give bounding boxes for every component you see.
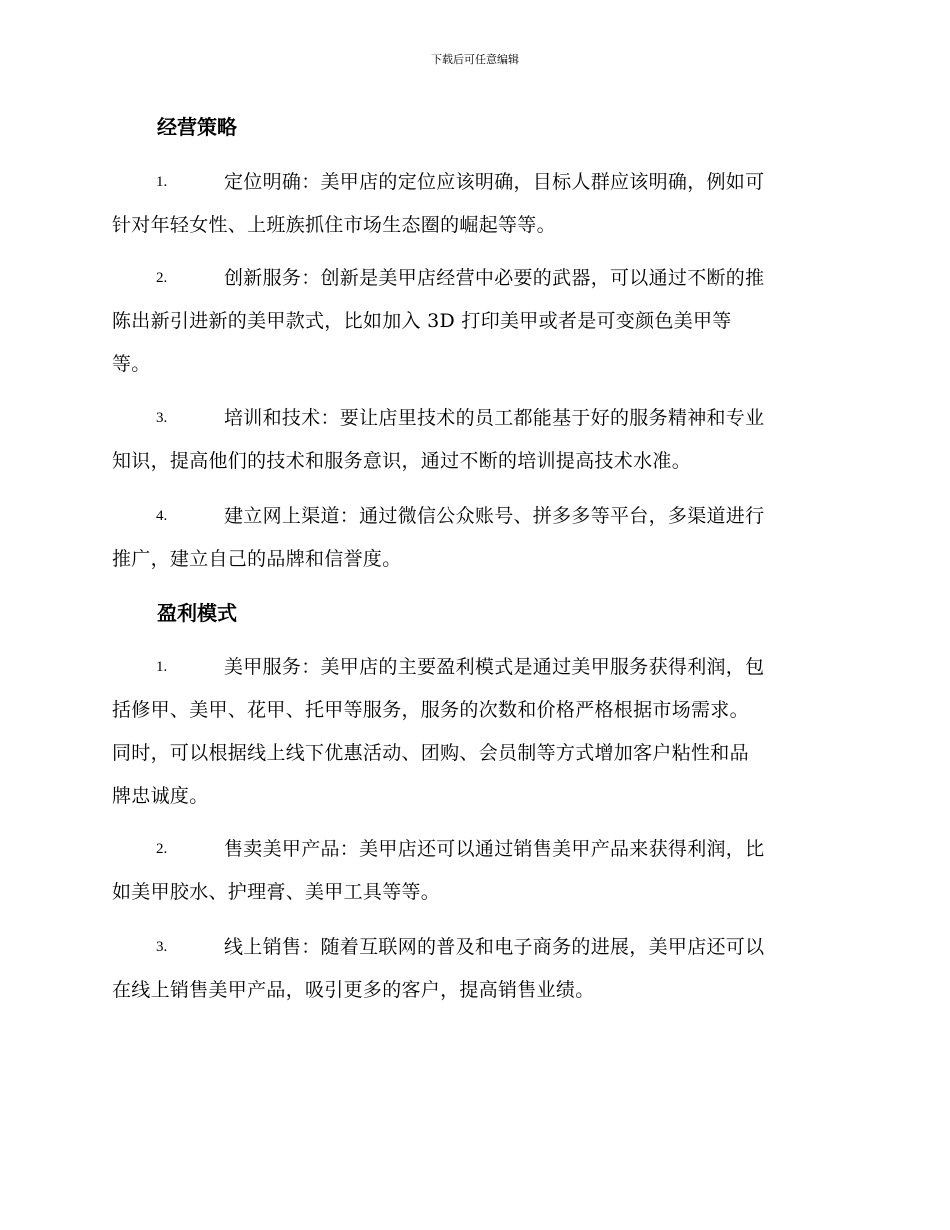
list-item (112, 397, 834, 483)
list-item-text: 售卖美甲产品：美甲店还可以通过销售美甲产品来获得利润，比 (224, 838, 765, 860)
list-item (112, 646, 834, 818)
list-item-text: 针对年轻女性、上班族抓住市场生态圈的崛起等等。 (112, 214, 556, 236)
list-item (112, 161, 834, 247)
page-header: 下载后可任意编辑 (431, 53, 519, 66)
list-item-text: 建立网上渠道：通过微信公众账号、拼多多等平台，多渠道进行 (224, 505, 765, 527)
list-item (112, 257, 834, 386)
section-heading: 盈利模式 (157, 601, 237, 625)
list-item-text: 培训和技术：要让店里技术的员工都能基于好的服务精神和专业 (224, 407, 765, 429)
list-item-text: 同时，可以根据线上线下优惠活动、团购、会员制等方式增加客户粘性和品 (112, 742, 749, 764)
list-item-text: 在线上销售美甲产品，吸引更多的客户，提高销售业绩。 (112, 979, 595, 1001)
list-item-text: 陈出新引进新的美甲款式，比如加入 3D 打印美甲或者是可变颜色美甲等 (112, 310, 732, 332)
list-item-text: 美甲服务：美甲店的主要盈利模式是通过美甲服务获得利润，包 (224, 656, 765, 678)
list-item-number: 1. (156, 659, 168, 675)
section-heading: 经营策略 (157, 115, 237, 139)
list-item (112, 495, 834, 581)
list-item-number: 2. (156, 841, 168, 857)
list-item-text: 如美甲胶水、护理膏、美甲工具等等。 (112, 881, 441, 903)
list-item-text: 牌忠诚度。 (112, 785, 209, 807)
list-item-number: 3. (156, 410, 168, 426)
list-item-text: 推广，建立自己的品牌和信誉度。 (112, 548, 402, 570)
list-item-number: 1. (156, 174, 168, 190)
list-item-text: 创新服务：创新是美甲店经营中必要的武器，可以通过不断的推 (224, 267, 765, 289)
list-item-text: 线上销售：随着互联网的普及和电子商务的进展，美甲店还可以 (224, 936, 765, 958)
list-item-text: 等。 (112, 353, 151, 375)
list-item-text: 括修甲、美甲、花甲、托甲等服务，服务的次数和价格严格根据市场需求。 (112, 699, 749, 721)
list-item (112, 828, 834, 914)
list-item-number: 2. (156, 270, 168, 286)
list-item-number: 3. (156, 939, 168, 955)
list-item-number: 4. (156, 508, 168, 524)
list-item-text: 知识，提高他们的技术和服务意识，通过不断的培训提高技术水准。 (112, 450, 692, 472)
list-item-text: 定位明确：美甲店的定位应该明确，目标人群应该明确，例如可 (224, 171, 765, 193)
list-item (112, 926, 834, 1012)
